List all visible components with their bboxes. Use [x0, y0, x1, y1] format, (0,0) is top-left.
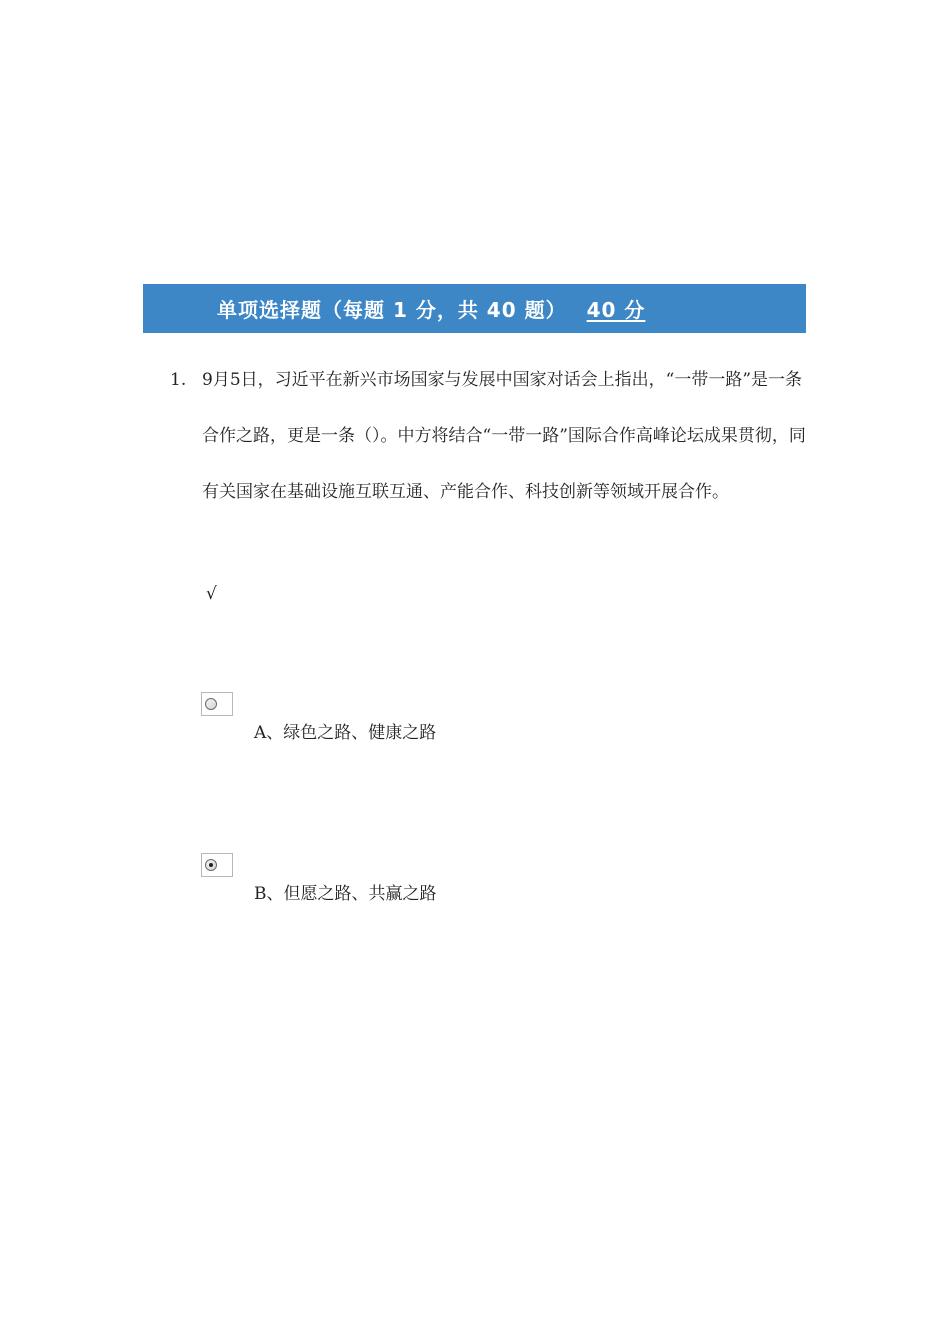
answer-check-mark: √: [206, 584, 217, 604]
section-header: [143, 284, 806, 333]
question-number: 1.: [170, 370, 187, 390]
question-text: 9月5日，习近平在新兴市场国家与发展中国家对话会上指出，“一带一路”是一条合作之路，更是一条（）。中方将结合“一带一路”国际合作高峰论坛成果贯彻，同有关国家在基础设施互联互通、产能合作、科技创新等领域开展合作。: [202, 370, 806, 502]
section-score: 40 分: [586, 298, 646, 322]
option-b-radio-box[interactable]: [201, 853, 233, 877]
option-a-radio-icon[interactable]: [205, 698, 217, 710]
option-b-radio-icon[interactable]: [205, 859, 217, 871]
option-a-label: A、绿色之路、健康之路: [254, 723, 437, 743]
option-a-radio-box[interactable]: [201, 692, 233, 716]
section-title: 单项选择题（每题 1 分，共 40 题）: [217, 298, 567, 322]
option-b-label: B、但愿之路、共赢之路: [254, 884, 437, 904]
